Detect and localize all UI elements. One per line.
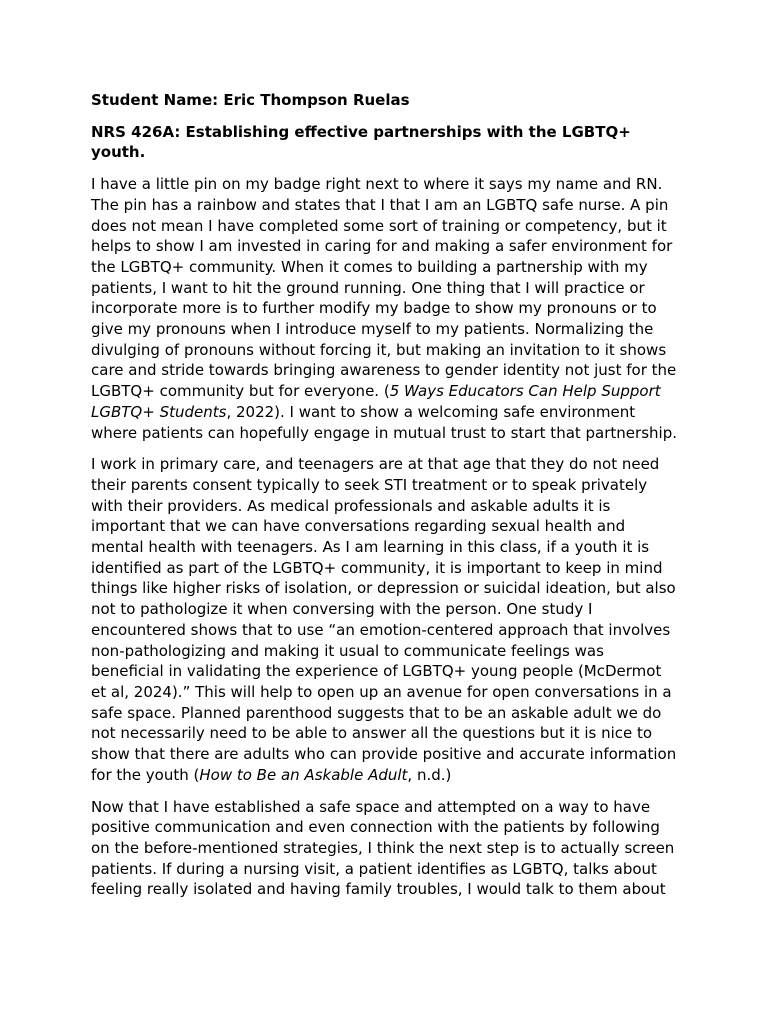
paragraph-1-text-b: , 2022). I want to show a welcoming safe environment where patients can hopefully engage in mutual trust to start that partnership.	[91, 402, 677, 442]
paragraph-1	[91, 174, 679, 443]
paragraph-1-text-a: I have a little pin on my badge right next to where it says my name and RN. The pin has a rainbow and states that I that I am an LGBTQ safe nurse. A pin does not mean I have completed some sort of training or competency, but it helps to show I am invested in caring for and making a safer environment for the LGBTQ+ community. When it comes to building a partnership with my patients, I want to hit the ground running. One thing that I will practice or incorporate more is to further modify my badge to show my pronouns or to give my pronouns when I introduce myself to my patients. Normalizing the divulging of pronouns without forcing it, but making an invitation to it shows care and stride towards bringing awareness to gender identity not just for the LGBTQ+ community but for everyone. (	[91, 175, 677, 401]
paragraph-2	[91, 454, 679, 785]
citation-1: 5 Ways Educators Can Help Support LGBTQ+ Students	[91, 382, 661, 421]
citation-2: How to Be an Askable Adult	[199, 765, 408, 784]
paragraph-3-text: Now that I have established a safe space and attempted on a way to have positive communication and even connection with the patients by following on the before-mentioned strategies, I think the next step is to actually screen patients. If during a nursing visit, a patient identifies as LGBTQ, talks about feeling really isolated and having family troubles, I would talk to them about	[91, 797, 675, 899]
student-name: Student Name: Eric Thompson Ruelas	[91, 91, 410, 109]
document-page	[91, 90, 679, 911]
paragraph-3	[91, 797, 679, 901]
paragraph-2-text-b: , n.d.)	[407, 765, 452, 784]
course-title: NRS 426A: Establishing effective partnerships with the LGBTQ+ youth.	[91, 122, 631, 162]
paragraph-2-text-a: I work in primary care, and teenagers are at that age that they do not need their parents consent typically to seek STI treatment or to speak privately with their providers. As medical professionals and askable adults it is important that we can have conversations regarding sexual health and mental health with teenagers. As I am learning in this class, if a youth it is identified as part of the LGBTQ+ community, it is important to keep in mind things like higher risks of isolation, or depression or suicidal ideation, but also not to pathologize it when conversing with the person. One study I encountered shows that to use “an emotion-centered approach that involves non-pathologizing and making it usual to communicate feelings was beneficial in validating the experience of LGBTQ+ young people (McDermot et al, 2024).” This will help to open up an avenue for open conversations in a safe space. Planned parenthood suggests that to be an askable adult we do not necessarily need to be able to answer all the questions but it is nice to show that there are adults who can provide positive and accurate information for the youth (	[91, 455, 677, 784]
